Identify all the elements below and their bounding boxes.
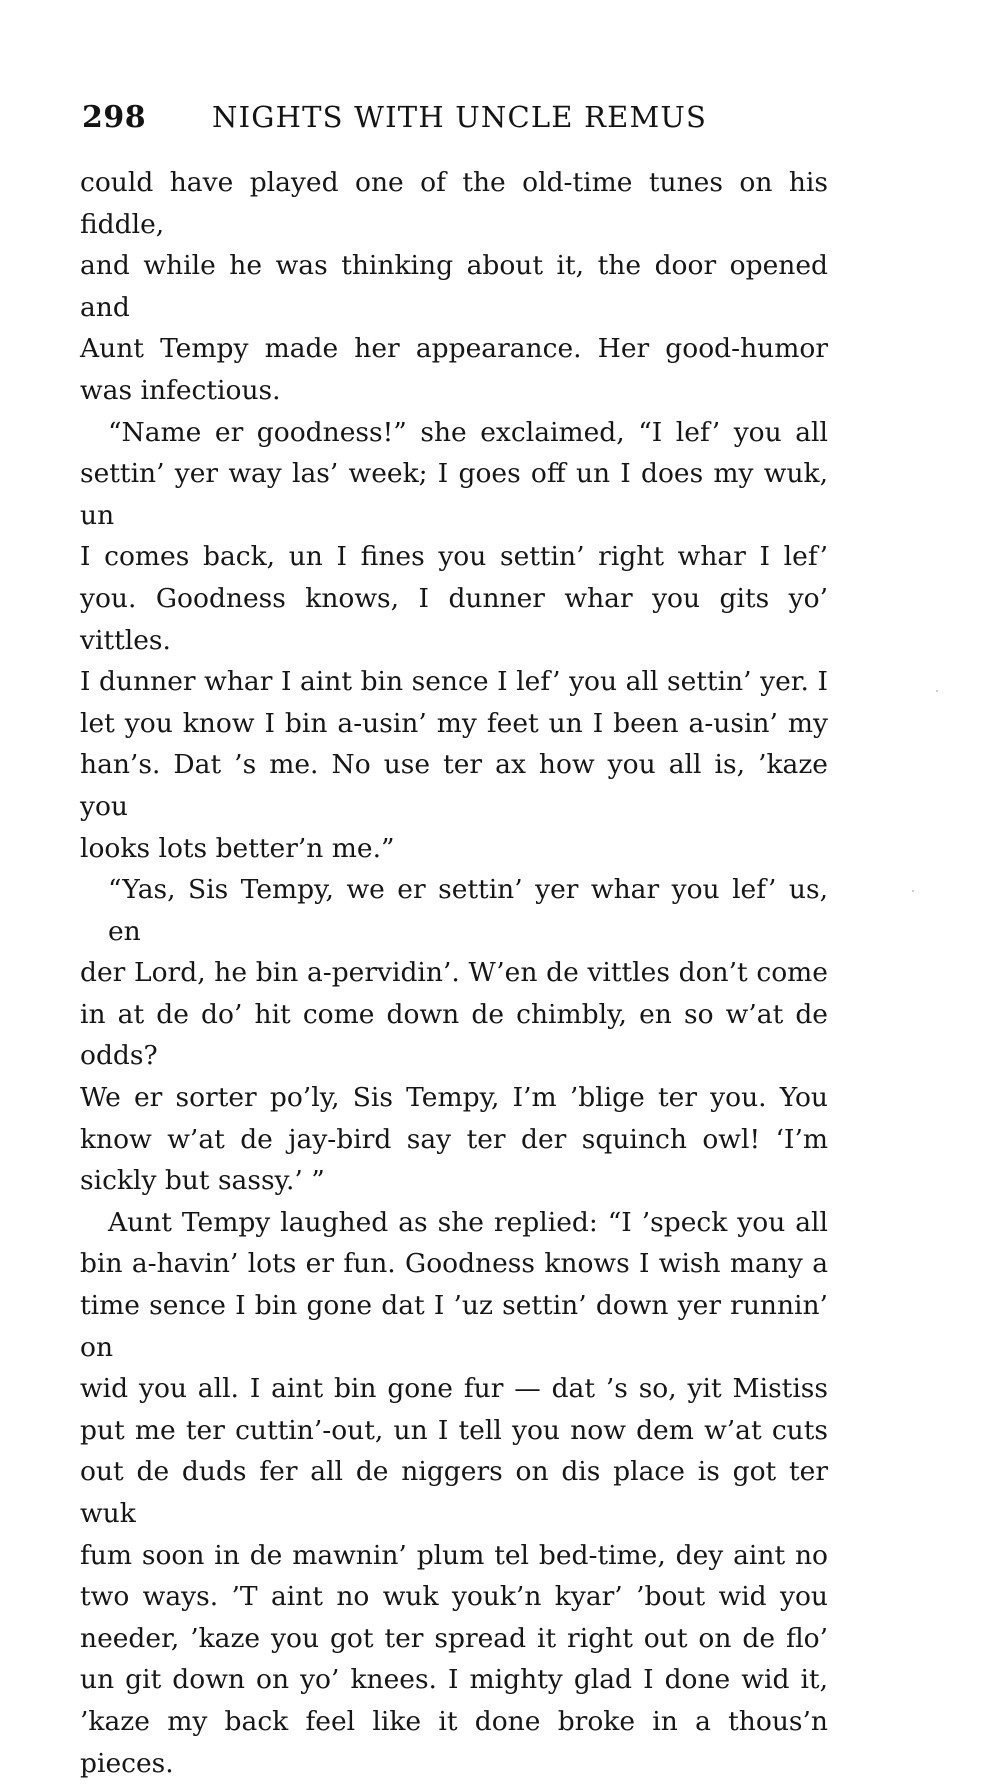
paragraph bbox=[80, 869, 828, 1202]
scan-speck bbox=[912, 890, 914, 892]
text-line: Aunt Tempy made her appearance. Her good-humor bbox=[80, 333, 828, 365]
text-line: settin’ yer way las’ week; I goes off un I does my wuk, un bbox=[80, 458, 828, 531]
text-line: han’s. Dat ’s me. No use ter ax how you all is, ’kaze you bbox=[80, 749, 828, 822]
text-line: sickly but sassy.’ ” bbox=[80, 1165, 325, 1197]
text-line: was infectious. bbox=[80, 374, 281, 406]
text-line: in at de do’ hit come down de chimbly, en so w’at de odds? bbox=[80, 998, 828, 1072]
text-line: know w’at de jay-bird say ter der squinch owl! ‘I’m bbox=[80, 1123, 828, 1155]
text-line: you. Goodness knows, I dunner whar you gits yo’ vittles. bbox=[80, 582, 828, 656]
paragraph bbox=[80, 1202, 828, 1784]
text-line: We er sorter po’ly, Sis Tempy, I’m ’blige ter you. You bbox=[80, 1082, 828, 1114]
scan-speck bbox=[936, 690, 938, 692]
body-text bbox=[80, 162, 828, 1784]
text-line: “Name er goodness!” she exclaimed, “I lef’ you all bbox=[108, 416, 828, 448]
text-line: needer, ’kaze you got ter spread it right out on de flo’ bbox=[80, 1622, 828, 1654]
text-line: I dunner whar I aint bin sence I lef’ you all settin’ yer. I bbox=[80, 666, 828, 698]
text-line: “Yas, Sis Tempy, we er settin’ yer whar you lef’ us, en bbox=[108, 874, 828, 947]
text-line: Aunt Tempy laughed as she replied: “I ’speck you all bbox=[108, 1206, 828, 1238]
text-line: let you know I bin a-usin’ my feet un I been a-usin’ my bbox=[80, 707, 828, 739]
running-title: NIGHTS WITH UNCLE REMUS bbox=[212, 100, 708, 134]
text-line: out de duds fer all de niggers on dis place is got ter wuk bbox=[80, 1456, 828, 1529]
text-line: bin a-havin’ lots er fun. Goodness knows I wish many a bbox=[80, 1248, 828, 1280]
text-line: and while he was thinking about it, the door opened and bbox=[80, 250, 828, 323]
paragraph bbox=[80, 412, 828, 870]
text-line: put me ter cuttin’-out, un I tell you now dem w’at cuts bbox=[80, 1414, 828, 1446]
page-number: 298 bbox=[82, 100, 147, 135]
text-line: fum soon in de mawnin’ plum tel bed-time, dey aint no bbox=[80, 1539, 828, 1571]
text-line: wid you all. I aint bin gone fur — dat ’s so, yit Mistiss bbox=[80, 1373, 828, 1405]
text-line: two ways. ’T aint no wuk youk’n kyar’ ’bout wid you bbox=[80, 1581, 828, 1613]
text-line: could have played one of the old-time tunes on his fiddle, bbox=[80, 167, 828, 240]
text-line: ’kaze my back feel like it done broke in a thous’n pieces. bbox=[80, 1705, 828, 1779]
text-line: un git down on yo’ knees. I mighty glad I done wid it, bbox=[80, 1664, 828, 1696]
text-line: time sence I bin gone dat I ’uz settin’ down yer runnin’ on bbox=[80, 1290, 828, 1363]
paragraph bbox=[80, 162, 828, 412]
page-header bbox=[82, 100, 862, 140]
text-line: looks lots better’n me.” bbox=[80, 832, 395, 864]
text-line: I comes back, un I fines you settin’ right whar I lef’ bbox=[80, 541, 828, 573]
text-line: der Lord, he bin a-pervidin’. W’en de vittles don’t come bbox=[80, 957, 828, 989]
